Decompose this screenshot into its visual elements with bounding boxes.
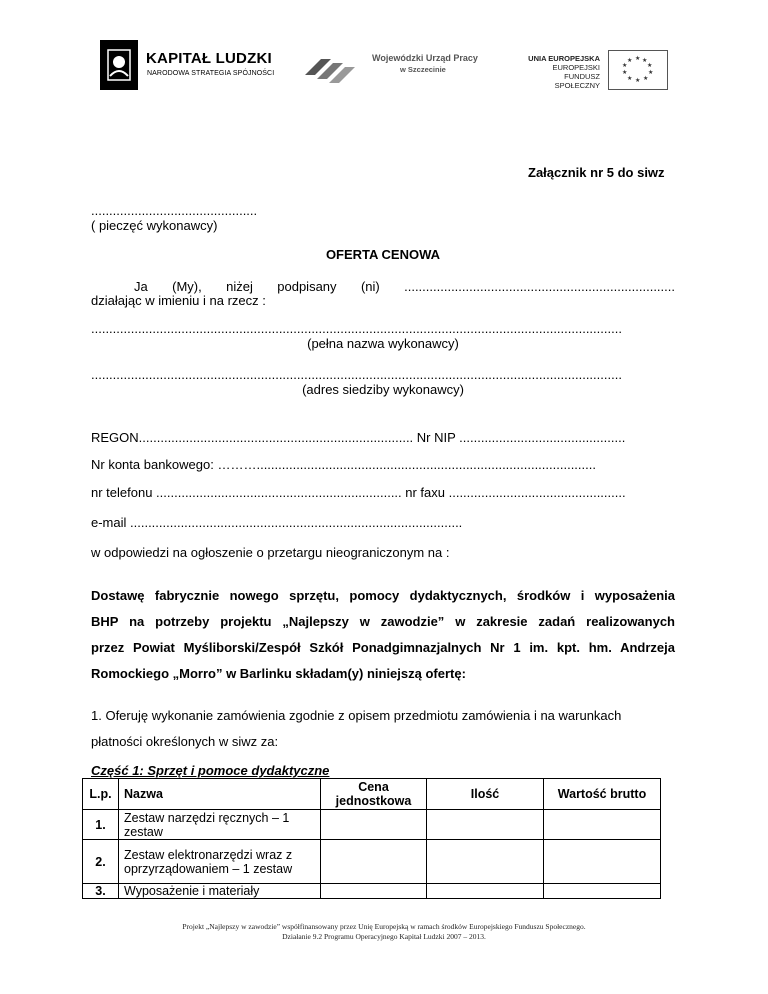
regon-nip-line: REGON............................................................................ Nr NIP .............................................. bbox=[91, 430, 626, 445]
wup-logo-icon bbox=[305, 53, 367, 88]
signatory-word: (My), bbox=[172, 279, 202, 294]
row-lp: 1. bbox=[83, 810, 119, 840]
acting-on-behalf: działając w imieniu i na rzecz : bbox=[91, 293, 266, 308]
logo-eu-line1: UNIA EUROPEJSKA bbox=[528, 54, 600, 63]
document-title: OFERTA CENOWA bbox=[325, 247, 441, 262]
svg-text:★: ★ bbox=[627, 75, 633, 82]
offer-line: 1. Oferuję wykonanie zamówienia zgodnie z opisem przedmiotu zamówienia i na warunkach bbox=[91, 708, 622, 723]
row-name: Zestaw narzędzi ręcznych – 1 zestaw bbox=[119, 810, 321, 840]
signatory-word: (ni) bbox=[360, 279, 380, 294]
bank-account-line: Nr konta bankowego: ……….............................................................................................. bbox=[91, 457, 596, 472]
logo-eu-line3: FUNDUSZ SPOŁECZNY bbox=[554, 72, 600, 90]
row-quantity-cell[interactable] bbox=[427, 840, 544, 884]
subject-line: przez Powiat Myśliborski/Zespół Szkół Ponadgimnazjalnych Nr 1 im. kpt. hm. Andrzeja bbox=[91, 640, 675, 655]
stamp-dots: .............................................. bbox=[91, 203, 258, 218]
logo-wup-line2: w Szczecinie bbox=[400, 65, 446, 74]
table-row bbox=[83, 840, 661, 884]
header-name: Nazwa bbox=[119, 779, 321, 810]
signatory-word: niżej bbox=[226, 279, 253, 294]
logo-eu-line2: EUROPEJSKI bbox=[552, 63, 600, 72]
footer-line: Projekt „Najlepszy w zawodzie” współfinansowany przez Unię Europejską w ramach środków Europejskiego Funduszu Społecznego. bbox=[182, 922, 586, 931]
offer-line: płatności określonych w siwz za: bbox=[91, 734, 279, 749]
table-row bbox=[83, 884, 661, 899]
response-line: w odpowiedzi na ogłoszenie o przetargu nieograniczonym na : bbox=[91, 545, 450, 560]
svg-text:★: ★ bbox=[635, 77, 641, 84]
svg-text:★: ★ bbox=[622, 69, 628, 76]
row-quantity-cell[interactable] bbox=[427, 810, 544, 840]
footer-line: Działanie 9.2 Programu Operacyjnego Kapitał Ludzki 2007 – 2013. bbox=[282, 932, 486, 941]
logo-eu-text bbox=[520, 54, 600, 90]
address-dots: ................................................................................................................................................... bbox=[91, 367, 622, 382]
row-unit-price-cell[interactable] bbox=[321, 840, 427, 884]
annex-label: Załącznik nr 5 do siwz bbox=[528, 165, 665, 180]
row-lp: 3. bbox=[83, 884, 119, 899]
row-unit-price-cell[interactable] bbox=[321, 884, 427, 899]
svg-text:★: ★ bbox=[647, 62, 653, 69]
header-lp: L.p. bbox=[83, 779, 119, 810]
offer-table bbox=[82, 778, 661, 899]
header-quantity: Ilość bbox=[427, 779, 544, 810]
signatory-dots: ........................................................................... bbox=[404, 279, 675, 294]
header-unit-price: Cena jednostkowa bbox=[321, 779, 427, 810]
svg-text:★: ★ bbox=[643, 75, 649, 82]
svg-text:★: ★ bbox=[642, 57, 648, 64]
row-lp: 2. bbox=[83, 840, 119, 884]
address-label: (adres siedziby wykonawcy) bbox=[302, 382, 464, 397]
table-row bbox=[83, 810, 661, 840]
phone-fax-line: nr telefonu .................................................................... nr faxu ................................................. bbox=[91, 485, 626, 500]
signatory-word: podpisany bbox=[277, 279, 337, 294]
header-gross-value: Wartość brutto bbox=[544, 779, 661, 810]
row-gross-value-cell[interactable] bbox=[544, 840, 661, 884]
subject-line: BHP na potrzeby projektu „Najlepszy w zawodzie” w zakresie zadań realizowanych bbox=[91, 614, 675, 629]
full-name-label: (pełna nazwa wykonawcy) bbox=[307, 336, 459, 351]
row-gross-value-cell[interactable] bbox=[544, 810, 661, 840]
row-gross-value-cell[interactable] bbox=[544, 884, 661, 899]
row-unit-price-cell[interactable] bbox=[321, 810, 427, 840]
row-quantity-cell[interactable] bbox=[427, 884, 544, 899]
svg-text:★: ★ bbox=[622, 62, 628, 69]
email-line: e-mail ............................................................................................ bbox=[91, 515, 463, 530]
full-name-dots: ................................................................................................................................................... bbox=[91, 321, 622, 336]
table-header-row bbox=[83, 779, 661, 810]
row-name: Zestaw elektronarzędzi wraz z oprzyrządowaniem – 1 zestaw bbox=[119, 840, 321, 884]
stamp-label: ( pieczęć wykonawcy) bbox=[91, 218, 218, 233]
part-title: Część 1: Sprzęt i pomoce dydaktyczne bbox=[91, 763, 330, 778]
signatory-word: Ja bbox=[134, 279, 148, 294]
subject-line: Dostawę fabrycznie nowego sprzętu, pomocy dydaktycznych, środków i wyposażenia bbox=[91, 588, 675, 603]
page-footer bbox=[60, 922, 708, 942]
svg-text:★: ★ bbox=[627, 57, 633, 64]
eu-flag-icon bbox=[608, 50, 668, 90]
logo-wup-line1: Wojewódzki Urząd Pracy bbox=[372, 53, 478, 63]
kapital-ludzki-logo-icon bbox=[100, 40, 138, 90]
logo-kapital-ludzki-title: KAPITAŁ LUDZKI bbox=[146, 50, 272, 67]
svg-text:★: ★ bbox=[635, 55, 641, 62]
row-name: Wyposażenie i materiały bbox=[119, 884, 321, 899]
svg-text:★: ★ bbox=[648, 69, 654, 76]
logo-kapital-ludzki-subtitle: NARODOWA STRATEGIA SPÓJNOŚCI bbox=[147, 70, 275, 77]
subject-line: Romockiego „Morro” w Barlinku składam(y) niniejszą ofertę: bbox=[91, 666, 466, 681]
